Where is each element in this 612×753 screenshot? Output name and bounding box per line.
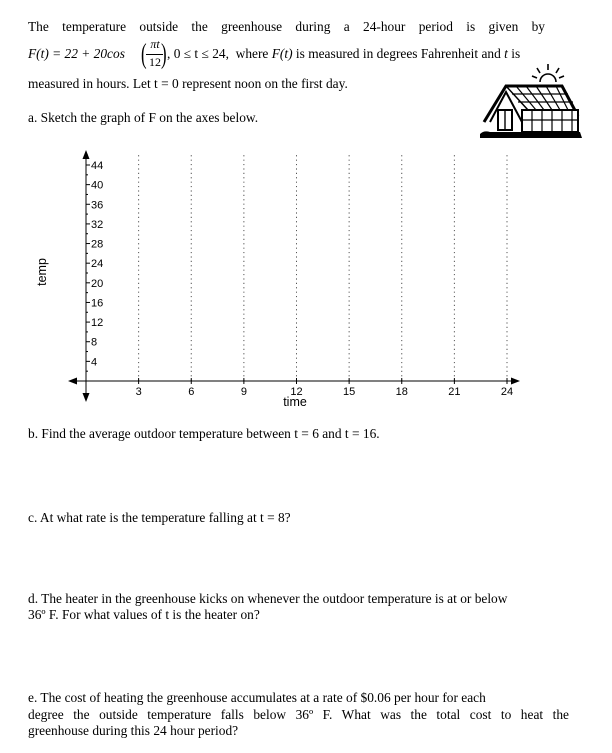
y-tick-label-32: 32 xyxy=(91,218,104,231)
question-e-line-2: degree the outside temperature falls below 36º F. What was the total cost to heat the xyxy=(28,707,569,722)
y-tick-label-24: 24 xyxy=(91,258,104,271)
y-axis-arrow-up xyxy=(83,150,90,159)
y-tick-label-40: 40 xyxy=(91,179,104,192)
y-tick-label-44: 44 xyxy=(91,160,104,172)
x-tick-label-15: 15 xyxy=(343,386,356,398)
y-tick-label-12: 12 xyxy=(91,317,104,330)
x-tick-label-3: 3 xyxy=(135,386,142,398)
x-tick-label-6: 6 xyxy=(188,386,195,398)
formula-fraction: ( πt 12 ) xyxy=(141,37,167,70)
y-tick-label-36: 36 xyxy=(91,199,104,212)
x-tick-label-9: 9 xyxy=(240,386,247,398)
x-tick-label-21: 21 xyxy=(448,386,461,398)
x-tick-label-18: 18 xyxy=(395,386,408,398)
x-axis-label: time xyxy=(283,395,307,409)
y-tick-label-4: 4 xyxy=(91,356,98,369)
question-e-line-3: greenhouse during this 24 hour period? xyxy=(28,723,239,738)
question-a: a. Sketch the graph of F on the axes below. xyxy=(28,110,259,125)
intro-line-1: The temperature outside the greenhouse during a 24-hour period is given by xyxy=(28,19,545,34)
question-d-line-2: 36º F. For what values of t is the heater on? xyxy=(28,607,260,622)
question-b: b. Find the average outdoor temperature between t = 6 and t = 16. xyxy=(28,426,380,441)
intro-line-3: measured in hours. Let t = 0 represent noon on the first day. xyxy=(28,76,348,91)
question-e-line-1: e. The cost of heating the greenhouse accumulates at a rate of $0.06 per hour for each xyxy=(28,690,486,705)
grid-lines xyxy=(139,155,507,381)
x-axis-arrow-left xyxy=(68,378,77,385)
x-tick-label-12: 12 xyxy=(290,386,303,398)
x-axis-arrow-right xyxy=(511,378,520,385)
formula-lhs: F(t) = 22 + 20cos xyxy=(28,46,125,61)
y-tick-label-8: 8 xyxy=(91,336,98,349)
y-tick-label-16: 16 xyxy=(91,297,104,310)
y-tick-label-20: 20 xyxy=(91,277,104,290)
x-tick-label-24: 24 xyxy=(500,386,514,398)
y-tick-label-28: 28 xyxy=(91,238,104,251)
formula-domain: , 0 ≤ t ≤ 24, where F(t) is measured in degrees Fahrenheit and t is xyxy=(167,46,521,61)
y-axis-arrow-down xyxy=(83,393,90,402)
fraction-denominator: 12 xyxy=(149,55,161,69)
fraction-numerator: πt xyxy=(150,37,160,51)
question-d-line-1: d. The heater in the greenhouse kicks on whenever the outdoor temperature is at or below xyxy=(28,591,508,606)
y-axis-label: temp xyxy=(35,258,49,286)
question-c: c. At what rate is the temperature falling at t = 8? xyxy=(28,510,291,525)
